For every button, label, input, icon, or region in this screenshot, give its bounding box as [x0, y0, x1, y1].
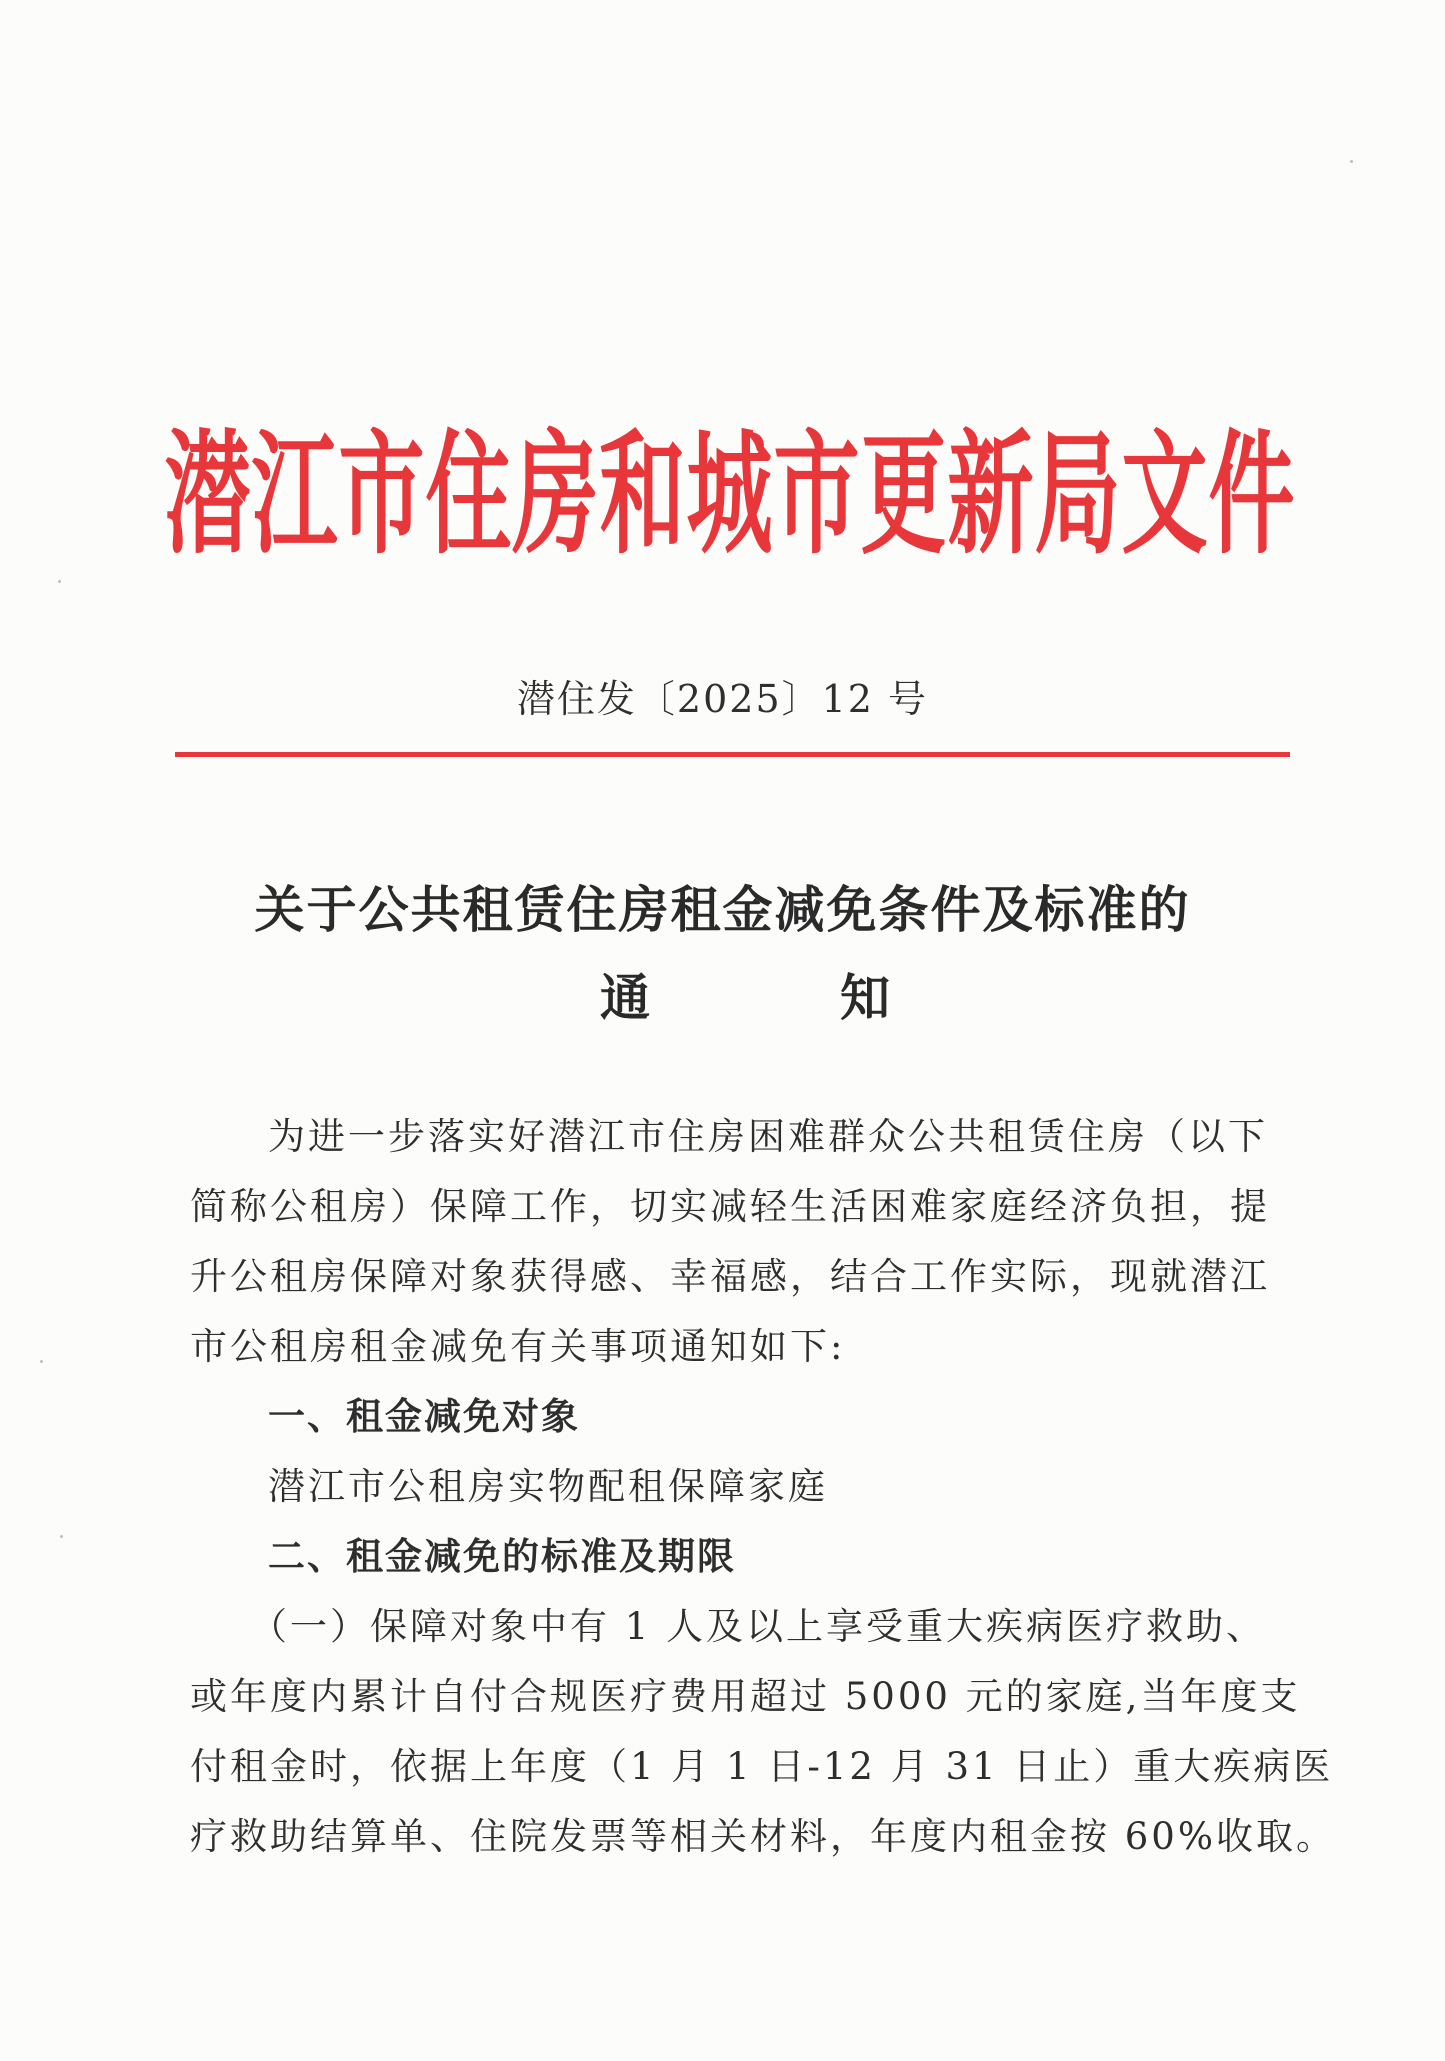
section-2-line: 付租金时，依据上年度（1 月 1 日-12 月 31 日止）重大疾病医 — [190, 1745, 1334, 1788]
notice-body — [190, 1102, 1336, 1872]
agency-document-title: 潜江市住房和城市更新局文件 — [164, 417, 1296, 573]
scan-speck — [1350, 160, 1353, 163]
notice-title: 关于公共租赁住房租金减免条件及标准的 — [254, 880, 1191, 939]
section-1-text: 潜江市公租房实物配租保障家庭 — [268, 1465, 828, 1508]
section-2-line: 或年度内累计自付合规医疗费用超过 5000 元的家庭,当年度支 — [190, 1675, 1301, 1718]
document-number: 潜住发〔2025〕12 号 — [516, 677, 929, 721]
intro-line: 市公租房租金减免有关事项通知如下: — [190, 1325, 846, 1368]
red-divider — [175, 752, 1290, 757]
scan-speck — [40, 1360, 43, 1363]
notice-subtitle-char-1: 通 — [600, 968, 650, 1027]
intro-line: 升公租房保障对象获得感、幸福感，结合工作实际，现就潜江 — [190, 1255, 1270, 1298]
section-2-line: （一）保障对象中有 1 人及以上享受重大疾病医疗救助、 — [250, 1605, 1267, 1648]
scan-speck — [58, 580, 61, 583]
intro-line: 简称公租房）保障工作，切实减轻生活困难家庭经济负担，提 — [190, 1185, 1270, 1228]
intro-line: 为进一步落实好潜江市住房困难群众公共租赁住房（以下 — [268, 1115, 1268, 1158]
scan-speck — [60, 1535, 63, 1538]
notice-subtitle — [600, 958, 890, 1030]
section-2-heading: 二、租金减免的标准及期限 — [268, 1535, 736, 1578]
section-2-line: 疗救助结算单、住院发票等相关材料，年度内租金按 60%收取。 — [190, 1815, 1336, 1858]
section-1-heading: 一、租金减免对象 — [268, 1395, 580, 1438]
notice-subtitle-char-2: 知 — [840, 968, 890, 1027]
